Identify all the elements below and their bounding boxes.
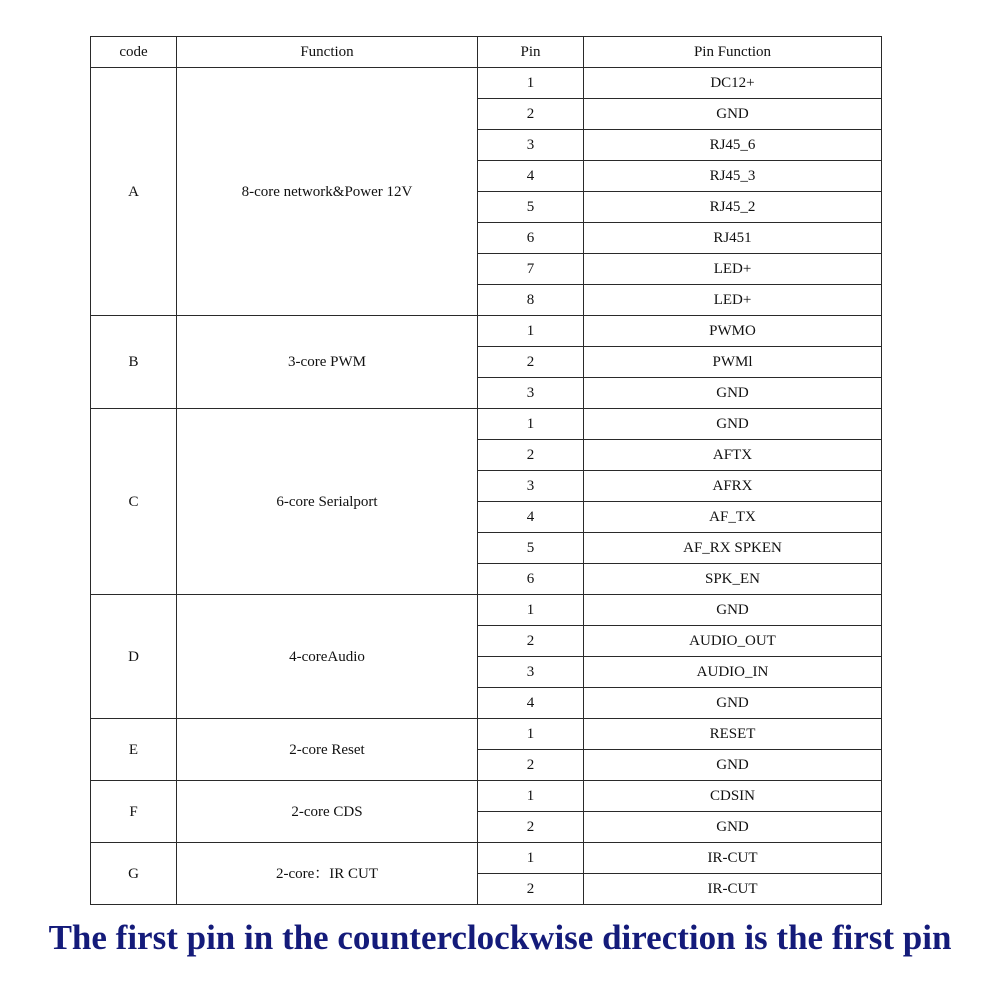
- pin-function-cell: AF_TX: [584, 502, 882, 533]
- pin-number-cell: 1: [478, 68, 584, 99]
- pin-function-cell: GND: [584, 750, 882, 781]
- pin-function-table: [90, 36, 882, 905]
- pin-function-cell: RJ45_6: [584, 130, 882, 161]
- pin-number-cell: 4: [478, 161, 584, 192]
- pin-function-cell: GND: [584, 409, 882, 440]
- pin-number-cell: 3: [478, 130, 584, 161]
- pin-function-cell: GND: [584, 688, 882, 719]
- group-code-cell: A: [91, 68, 177, 316]
- pin-number-cell: 2: [478, 440, 584, 471]
- pin-function-cell: GND: [584, 99, 882, 130]
- pin-number-cell: 1: [478, 719, 584, 750]
- table-row: [91, 595, 882, 626]
- pin-number-cell: 1: [478, 781, 584, 812]
- pin-function-cell: CDSIN: [584, 781, 882, 812]
- header-pin: Pin: [478, 37, 584, 68]
- pin-function-cell: AUDIO_OUT: [584, 626, 882, 657]
- pin-function-cell: AFTX: [584, 440, 882, 471]
- pin-function-cell: LED+: [584, 254, 882, 285]
- pin-number-cell: 2: [478, 750, 584, 781]
- table-row: [91, 68, 882, 99]
- table-row: [91, 409, 882, 440]
- group-code-cell: E: [91, 719, 177, 781]
- group-function-cell: 2-core CDS: [177, 781, 478, 843]
- group-code-cell: C: [91, 409, 177, 595]
- pin-number-cell: 2: [478, 812, 584, 843]
- pin-function-cell: GND: [584, 378, 882, 409]
- group-function-cell: 3-core PWM: [177, 316, 478, 409]
- pin-function-cell: GND: [584, 595, 882, 626]
- pin-number-cell: 2: [478, 626, 584, 657]
- pin-number-cell: 6: [478, 564, 584, 595]
- pin-function-cell: RJ45_3: [584, 161, 882, 192]
- header-code: code: [91, 37, 177, 68]
- footer-note: The first pin in the counterclockwise direction is the first pin: [48, 918, 952, 957]
- pin-number-cell: 7: [478, 254, 584, 285]
- pin-function-cell: DC12+: [584, 68, 882, 99]
- pin-function-cell: GND: [584, 812, 882, 843]
- group-function-cell: 4-coreAudio: [177, 595, 478, 719]
- header-pin-function: Pin Function: [584, 37, 882, 68]
- pin-function-cell: PWMO: [584, 316, 882, 347]
- pin-number-cell: 2: [478, 874, 584, 905]
- table-row: [91, 719, 882, 750]
- pin-number-cell: 2: [478, 99, 584, 130]
- table-body: [91, 68, 882, 905]
- table-row: [91, 781, 882, 812]
- pin-number-cell: 4: [478, 502, 584, 533]
- group-function-cell: 2-core Reset: [177, 719, 478, 781]
- pin-number-cell: 1: [478, 316, 584, 347]
- pin-number-cell: 4: [478, 688, 584, 719]
- group-code-cell: D: [91, 595, 177, 719]
- table-row: [91, 843, 882, 874]
- pin-function-cell: AUDIO_IN: [584, 657, 882, 688]
- group-function-cell: 6-core Serialport: [177, 409, 478, 595]
- table-header-row: [91, 37, 882, 68]
- pin-number-cell: 3: [478, 657, 584, 688]
- pin-number-cell: 3: [478, 471, 584, 502]
- pin-function-cell: RJ451: [584, 223, 882, 254]
- pin-number-cell: 1: [478, 409, 584, 440]
- header-function: Function: [177, 37, 478, 68]
- pin-function-cell: AFRX: [584, 471, 882, 502]
- group-code-cell: G: [91, 843, 177, 905]
- pin-number-cell: 3: [478, 378, 584, 409]
- pin-number-cell: 8: [478, 285, 584, 316]
- group-code-cell: B: [91, 316, 177, 409]
- pin-function-cell: RESET: [584, 719, 882, 750]
- pin-number-cell: 2: [478, 347, 584, 378]
- pin-number-cell: 1: [478, 595, 584, 626]
- group-function-cell: 8-core network&Power 12V: [177, 68, 478, 316]
- pin-function-cell: AF_RX SPKEN: [584, 533, 882, 564]
- pin-number-cell: 1: [478, 843, 584, 874]
- pin-number-cell: 5: [478, 192, 584, 223]
- pin-function-cell: PWMl: [584, 347, 882, 378]
- pin-function-cell: LED+: [584, 285, 882, 316]
- pin-function-cell: IR-CUT: [584, 874, 882, 905]
- pin-function-cell: IR-CUT: [584, 843, 882, 874]
- pin-number-cell: 5: [478, 533, 584, 564]
- table-row: [91, 316, 882, 347]
- group-code-cell: F: [91, 781, 177, 843]
- pin-function-cell: RJ45_2: [584, 192, 882, 223]
- group-function-cell: 2-core：IR CUT: [177, 843, 478, 905]
- pin-number-cell: 6: [478, 223, 584, 254]
- pin-function-cell: SPK_EN: [584, 564, 882, 595]
